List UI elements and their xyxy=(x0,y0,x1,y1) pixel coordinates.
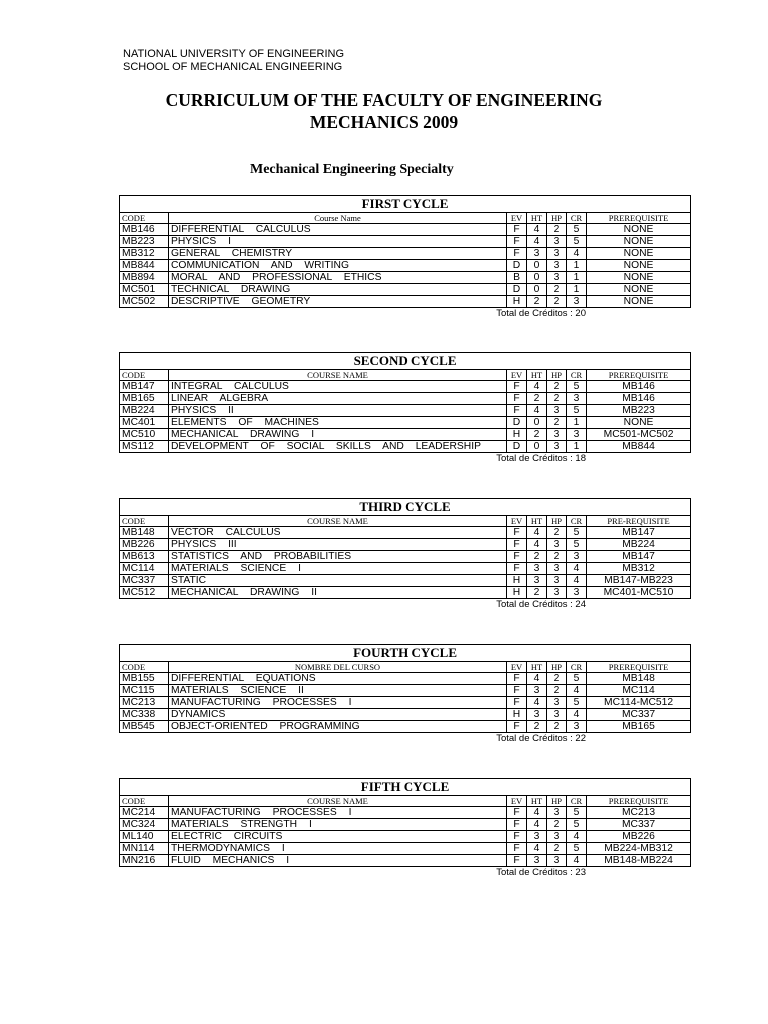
cell-prereq: MB148 xyxy=(587,673,691,685)
credits-total: Total de Créditos : 23 xyxy=(496,867,586,878)
header-cr: CR xyxy=(567,213,587,224)
cell-ev: F xyxy=(507,855,527,867)
cell-cr: 3 xyxy=(567,429,587,441)
cell-prereq: NONE xyxy=(587,236,691,248)
cell-code: MB894 xyxy=(120,272,169,284)
table-header xyxy=(120,516,691,527)
cell-ht: 4 xyxy=(527,527,547,539)
cell-code: MB147 xyxy=(120,381,169,393)
cell-hp: 2 xyxy=(547,819,567,831)
cell-cr: 5 xyxy=(567,819,587,831)
cell-ht: 3 xyxy=(527,831,547,843)
cell-ht: 2 xyxy=(527,551,547,563)
cycle-section xyxy=(119,778,690,879)
table-row xyxy=(120,587,691,599)
cell-prereq: MC337 xyxy=(587,819,691,831)
cell-code: ML140 xyxy=(120,831,169,843)
cycle-title: FOURTH CYCLE xyxy=(120,645,691,662)
course-table xyxy=(119,195,691,308)
cell-code: MC501 xyxy=(120,284,169,296)
cell-cr: 5 xyxy=(567,673,587,685)
table-row xyxy=(120,248,691,260)
cycle-title: FIRST CYCLE xyxy=(120,196,691,213)
cell-cr: 3 xyxy=(567,587,587,599)
cell-prereq: MB147-MB223 xyxy=(587,575,691,587)
cell-ev: F xyxy=(507,697,527,709)
cell-prereq: MB148-MB224 xyxy=(587,855,691,867)
table-row xyxy=(120,441,691,453)
cell-hp: 3 xyxy=(547,441,567,453)
cell-code: MC214 xyxy=(120,807,169,819)
table-header xyxy=(120,796,691,807)
cell-cr: 5 xyxy=(567,236,587,248)
table-row xyxy=(120,721,691,733)
cell-name: INTEGRAL CALCULUS xyxy=(169,381,507,393)
cell-ev: F xyxy=(507,248,527,260)
table-header xyxy=(120,213,691,224)
cell-prereq: NONE xyxy=(587,224,691,236)
cell-hp: 2 xyxy=(547,721,567,733)
cell-hp: 3 xyxy=(547,248,567,260)
table-row xyxy=(120,843,691,855)
cell-hp: 3 xyxy=(547,575,567,587)
cell-name: PHYSICS III xyxy=(169,539,507,551)
cell-cr: 4 xyxy=(567,248,587,260)
cell-cr: 4 xyxy=(567,575,587,587)
header-code: CODE xyxy=(120,662,169,673)
cell-ev: F xyxy=(507,563,527,575)
header-hp: HP xyxy=(547,662,567,673)
cell-ht: 2 xyxy=(527,587,547,599)
header-ev: EV xyxy=(507,516,527,527)
header-ht: HT xyxy=(527,370,547,381)
header-cr: CR xyxy=(567,796,587,807)
header-code: CODE xyxy=(120,796,169,807)
cell-prereq: MB146 xyxy=(587,381,691,393)
cell-name: ELEMENTS OF MACHINES xyxy=(169,417,507,429)
cell-prereq: NONE xyxy=(587,284,691,296)
cell-hp: 2 xyxy=(547,685,567,697)
table-row xyxy=(120,272,691,284)
header-hp: HP xyxy=(547,213,567,224)
header-hp: HP xyxy=(547,370,567,381)
cell-prereq: MB147 xyxy=(587,551,691,563)
cell-cr: 1 xyxy=(567,260,587,272)
cell-ev: F xyxy=(507,224,527,236)
header-hp: HP xyxy=(547,516,567,527)
table-row xyxy=(120,855,691,867)
cycle-section xyxy=(119,195,690,320)
cell-hp: 2 xyxy=(547,296,567,308)
title-line-1: CURRICULUM OF THE FACULTY OF ENGINEERING xyxy=(165,90,603,110)
cell-prereq: MB165 xyxy=(587,721,691,733)
cell-code: MB146 xyxy=(120,224,169,236)
cell-cr: 3 xyxy=(567,721,587,733)
cell-prereq: MB224-MB312 xyxy=(587,843,691,855)
cell-prereq: MC401-MC510 xyxy=(587,587,691,599)
header-ht: HT xyxy=(527,796,547,807)
cell-code: MC337 xyxy=(120,575,169,587)
header-ev: EV xyxy=(507,796,527,807)
cell-cr: 5 xyxy=(567,527,587,539)
cell-name: STATIC xyxy=(169,575,507,587)
cell-ev: D xyxy=(507,417,527,429)
cell-code: MC115 xyxy=(120,685,169,697)
header-name: COURSE NAME xyxy=(169,370,507,381)
cell-ht: 3 xyxy=(527,248,547,260)
cell-cr: 1 xyxy=(567,417,587,429)
cell-prereq: NONE xyxy=(587,260,691,272)
school-name: SCHOOL OF MECHANICAL ENGINEERING xyxy=(123,61,343,73)
header-ht: HT xyxy=(527,516,547,527)
cell-name: DIFFERENTIAL EQUATIONS xyxy=(169,673,507,685)
cell-prereq: MC114 xyxy=(587,685,691,697)
cell-code: MB155 xyxy=(120,673,169,685)
header-name: Course Name xyxy=(169,213,507,224)
header-hp: HP xyxy=(547,796,567,807)
cell-code: MB148 xyxy=(120,527,169,539)
table-row xyxy=(120,575,691,587)
cell-prereq: MC337 xyxy=(587,709,691,721)
cell-ev: F xyxy=(507,539,527,551)
table-row xyxy=(120,807,691,819)
cell-ht: 0 xyxy=(527,260,547,272)
cell-code: MB312 xyxy=(120,248,169,260)
cell-name: MORAL AND PROFESSIONAL ETHICS xyxy=(169,272,507,284)
cell-hp: 3 xyxy=(547,429,567,441)
cell-code: MC114 xyxy=(120,563,169,575)
cell-code: MC512 xyxy=(120,587,169,599)
cell-ht: 4 xyxy=(527,697,547,709)
cell-name: MATERIALS SCIENCE I xyxy=(169,563,507,575)
cell-ev: F xyxy=(507,405,527,417)
cell-ht: 4 xyxy=(527,381,547,393)
cell-ev: D xyxy=(507,441,527,453)
cell-name: MECHANICAL DRAWING I xyxy=(169,429,507,441)
cell-ht: 4 xyxy=(527,539,547,551)
cell-ev: B xyxy=(507,272,527,284)
cell-prereq: MB147 xyxy=(587,527,691,539)
cell-ev: D xyxy=(507,284,527,296)
institution-header xyxy=(123,48,344,74)
cell-prereq: MC501-MC502 xyxy=(587,429,691,441)
cell-ht: 4 xyxy=(527,405,547,417)
course-table xyxy=(119,352,691,453)
cell-name: DESCRIPTIVE GEOMETRY xyxy=(169,296,507,308)
cell-hp: 3 xyxy=(547,405,567,417)
cell-name: TECHNICAL DRAWING xyxy=(169,284,507,296)
header-prereq: PREREQUISITE xyxy=(587,662,691,673)
cell-cr: 4 xyxy=(567,709,587,721)
header-ht: HT xyxy=(527,213,547,224)
cell-ev: F xyxy=(507,236,527,248)
cell-hp: 2 xyxy=(547,284,567,296)
course-table xyxy=(119,498,691,599)
cell-hp: 3 xyxy=(547,272,567,284)
table-row xyxy=(120,260,691,272)
cell-ev: F xyxy=(507,819,527,831)
course-table xyxy=(119,644,691,733)
header-code: CODE xyxy=(120,370,169,381)
cell-name: ELECTRIC CIRCUITS xyxy=(169,831,507,843)
table-row xyxy=(120,697,691,709)
document-title xyxy=(0,89,768,133)
cell-hp: 3 xyxy=(547,697,567,709)
cell-ev: F xyxy=(507,831,527,843)
cell-code: MC502 xyxy=(120,296,169,308)
cell-cr: 5 xyxy=(567,539,587,551)
cell-name: PHYSICS II xyxy=(169,405,507,417)
cycle-section xyxy=(119,352,690,465)
table-row xyxy=(120,685,691,697)
cell-prereq: MC114-MC512 xyxy=(587,697,691,709)
cell-ev: H xyxy=(507,296,527,308)
table-row xyxy=(120,527,691,539)
cell-ht: 3 xyxy=(527,709,547,721)
table-row xyxy=(120,417,691,429)
table-row xyxy=(120,819,691,831)
header-ev: EV xyxy=(507,662,527,673)
cell-cr: 5 xyxy=(567,405,587,417)
cell-hp: 2 xyxy=(547,843,567,855)
cell-prereq: MB312 xyxy=(587,563,691,575)
credits-total: Total de Créditos : 24 xyxy=(496,599,586,610)
cell-prereq: MB224 xyxy=(587,539,691,551)
cell-prereq: MB226 xyxy=(587,831,691,843)
cell-code: MB844 xyxy=(120,260,169,272)
header-ht: HT xyxy=(527,662,547,673)
table-row xyxy=(120,673,691,685)
cell-name: OBJECT-ORIENTED PROGRAMMING xyxy=(169,721,507,733)
cell-code: MB223 xyxy=(120,236,169,248)
cell-ht: 4 xyxy=(527,807,547,819)
cell-hp: 3 xyxy=(547,260,567,272)
cell-name: MATERIALS SCIENCE II xyxy=(169,685,507,697)
cell-ht: 2 xyxy=(527,429,547,441)
credits-total: Total de Créditos : 18 xyxy=(496,453,586,464)
cycle-title: SECOND CYCLE xyxy=(120,353,691,370)
cell-ev: F xyxy=(507,393,527,405)
cell-name: MANUFACTURING PROCESSES I xyxy=(169,697,507,709)
table-header xyxy=(120,662,691,673)
cell-hp: 3 xyxy=(547,539,567,551)
table-row xyxy=(120,429,691,441)
cell-hp: 2 xyxy=(547,527,567,539)
cell-hp: 3 xyxy=(547,587,567,599)
cell-ev: F xyxy=(507,381,527,393)
cell-code: MC338 xyxy=(120,709,169,721)
table-row xyxy=(120,284,691,296)
university-name: NATIONAL UNIVERSITY OF ENGINEERING xyxy=(123,48,345,60)
header-prereq: PREREQUISITE xyxy=(587,213,691,224)
table-row xyxy=(120,551,691,563)
cell-ht: 0 xyxy=(527,284,547,296)
cell-ht: 2 xyxy=(527,393,547,405)
cell-ht: 2 xyxy=(527,296,547,308)
cycle-title: THIRD CYCLE xyxy=(120,499,691,516)
cell-ev: F xyxy=(507,551,527,563)
header-name: COURSE NAME xyxy=(169,516,507,527)
header-code: CODE xyxy=(120,516,169,527)
credits-total: Total de Créditos : 22 xyxy=(496,733,586,744)
cell-cr: 4 xyxy=(567,685,587,697)
cell-cr: 5 xyxy=(567,381,587,393)
table-row xyxy=(120,381,691,393)
cell-cr: 5 xyxy=(567,843,587,855)
table-row xyxy=(120,709,691,721)
cell-name: COMMUNICATION AND WRITING xyxy=(169,260,507,272)
cell-ht: 4 xyxy=(527,236,547,248)
cell-name: VECTOR CALCULUS xyxy=(169,527,507,539)
header-cr: CR xyxy=(567,516,587,527)
header-name: COURSE NAME xyxy=(169,796,507,807)
cell-ht: 4 xyxy=(527,224,547,236)
cell-ht: 3 xyxy=(527,685,547,697)
cell-name: FLUID MECHANICS I xyxy=(169,855,507,867)
cell-cr: 4 xyxy=(567,831,587,843)
cell-prereq: MC213 xyxy=(587,807,691,819)
cell-cr: 1 xyxy=(567,284,587,296)
header-prereq: PREREQUISITE xyxy=(587,370,691,381)
cell-code: MN114 xyxy=(120,843,169,855)
cell-cr: 5 xyxy=(567,697,587,709)
cell-cr: 3 xyxy=(567,393,587,405)
header-ev: EV xyxy=(507,213,527,224)
cell-ht: 2 xyxy=(527,721,547,733)
cell-hp: 2 xyxy=(547,393,567,405)
cell-code: MS112 xyxy=(120,441,169,453)
cell-ev: H xyxy=(507,429,527,441)
table-row xyxy=(120,831,691,843)
cell-ev: H xyxy=(507,587,527,599)
cell-ev: H xyxy=(507,709,527,721)
cell-hp: 3 xyxy=(547,855,567,867)
cell-name: LINEAR ALGEBRA xyxy=(169,393,507,405)
table-row xyxy=(120,405,691,417)
cell-cr: 3 xyxy=(567,551,587,563)
cell-code: MB224 xyxy=(120,405,169,417)
cell-ht: 0 xyxy=(527,272,547,284)
cell-code: MB165 xyxy=(120,393,169,405)
cell-hp: 2 xyxy=(547,417,567,429)
cell-hp: 3 xyxy=(547,709,567,721)
table-row xyxy=(120,393,691,405)
table-row xyxy=(120,224,691,236)
cell-ev: D xyxy=(507,260,527,272)
header-name: NOMBRE DEL CURSO xyxy=(169,662,507,673)
cell-cr: 3 xyxy=(567,296,587,308)
cell-hp: 2 xyxy=(547,673,567,685)
cell-ht: 3 xyxy=(527,575,547,587)
cell-code: MC324 xyxy=(120,819,169,831)
cell-prereq: NONE xyxy=(587,296,691,308)
cell-ht: 0 xyxy=(527,441,547,453)
cell-cr: 5 xyxy=(567,807,587,819)
cell-ht: 4 xyxy=(527,819,547,831)
table-row xyxy=(120,563,691,575)
header-ev: EV xyxy=(507,370,527,381)
cell-code: MN216 xyxy=(120,855,169,867)
table-row xyxy=(120,539,691,551)
cell-ev: F xyxy=(507,807,527,819)
header-prereq: PREREQUISITE xyxy=(587,796,691,807)
cell-prereq: MB223 xyxy=(587,405,691,417)
cell-hp: 2 xyxy=(547,224,567,236)
cell-ev: F xyxy=(507,721,527,733)
cell-ev: H xyxy=(507,575,527,587)
header-cr: CR xyxy=(567,662,587,673)
cell-code: MC213 xyxy=(120,697,169,709)
cell-ev: F xyxy=(507,843,527,855)
cell-code: MC401 xyxy=(120,417,169,429)
cell-ht: 0 xyxy=(527,417,547,429)
cell-cr: 5 xyxy=(567,224,587,236)
cell-code: MB545 xyxy=(120,721,169,733)
cell-hp: 3 xyxy=(547,831,567,843)
course-table xyxy=(119,778,691,867)
cell-prereq: NONE xyxy=(587,248,691,260)
cell-cr: 4 xyxy=(567,855,587,867)
cell-code: MC510 xyxy=(120,429,169,441)
cycle-section xyxy=(119,644,690,745)
header-prereq: PRE-REQUISITE xyxy=(587,516,691,527)
credits-total: Total de Créditos : 20 xyxy=(496,308,586,319)
cell-hp: 3 xyxy=(547,807,567,819)
cell-ev: F xyxy=(507,685,527,697)
cell-hp: 3 xyxy=(547,236,567,248)
cycle-section xyxy=(119,498,690,611)
cell-name: DYNAMICS xyxy=(169,709,507,721)
table-header xyxy=(120,370,691,381)
cell-cr: 1 xyxy=(567,272,587,284)
cell-prereq: MB844 xyxy=(587,441,691,453)
specialty-heading: Mechanical Engineering Specialty xyxy=(250,162,454,177)
cell-ev: F xyxy=(507,673,527,685)
cycle-title: FIFTH CYCLE xyxy=(120,779,691,796)
cell-prereq: NONE xyxy=(587,417,691,429)
header-code: CODE xyxy=(120,213,169,224)
cell-name: DIFFERENTIAL CALCULUS xyxy=(169,224,507,236)
cell-code: MB613 xyxy=(120,551,169,563)
cell-hp: 3 xyxy=(547,563,567,575)
table-row xyxy=(120,236,691,248)
cell-name: MATERIALS STRENGTH I xyxy=(169,819,507,831)
cell-name: PHYSICS I xyxy=(169,236,507,248)
cell-name: THERMODYNAMICS I xyxy=(169,843,507,855)
cell-ht: 4 xyxy=(527,673,547,685)
cell-cr: 4 xyxy=(567,563,587,575)
cell-ht: 4 xyxy=(527,843,547,855)
title-line-2: MECHANICS 2009 xyxy=(309,112,459,132)
cell-name: MECHANICAL DRAWING II xyxy=(169,587,507,599)
cell-name: MANUFACTURING PROCESSES I xyxy=(169,807,507,819)
cell-prereq: MB146 xyxy=(587,393,691,405)
table-row xyxy=(120,296,691,308)
cell-code: MB226 xyxy=(120,539,169,551)
header-cr: CR xyxy=(567,370,587,381)
cell-ht: 3 xyxy=(527,563,547,575)
cell-prereq: NONE xyxy=(587,272,691,284)
cell-name: GENERAL CHEMISTRY xyxy=(169,248,507,260)
cell-hp: 2 xyxy=(547,381,567,393)
cell-name: STATISTICS AND PROBABILITIES xyxy=(169,551,507,563)
cell-hp: 2 xyxy=(547,551,567,563)
cell-ht: 3 xyxy=(527,855,547,867)
cell-ev: F xyxy=(507,527,527,539)
cell-name: DEVELOPMENT OF SOCIAL SKILLS AND LEADERSHIP xyxy=(169,441,507,453)
cell-cr: 1 xyxy=(567,441,587,453)
